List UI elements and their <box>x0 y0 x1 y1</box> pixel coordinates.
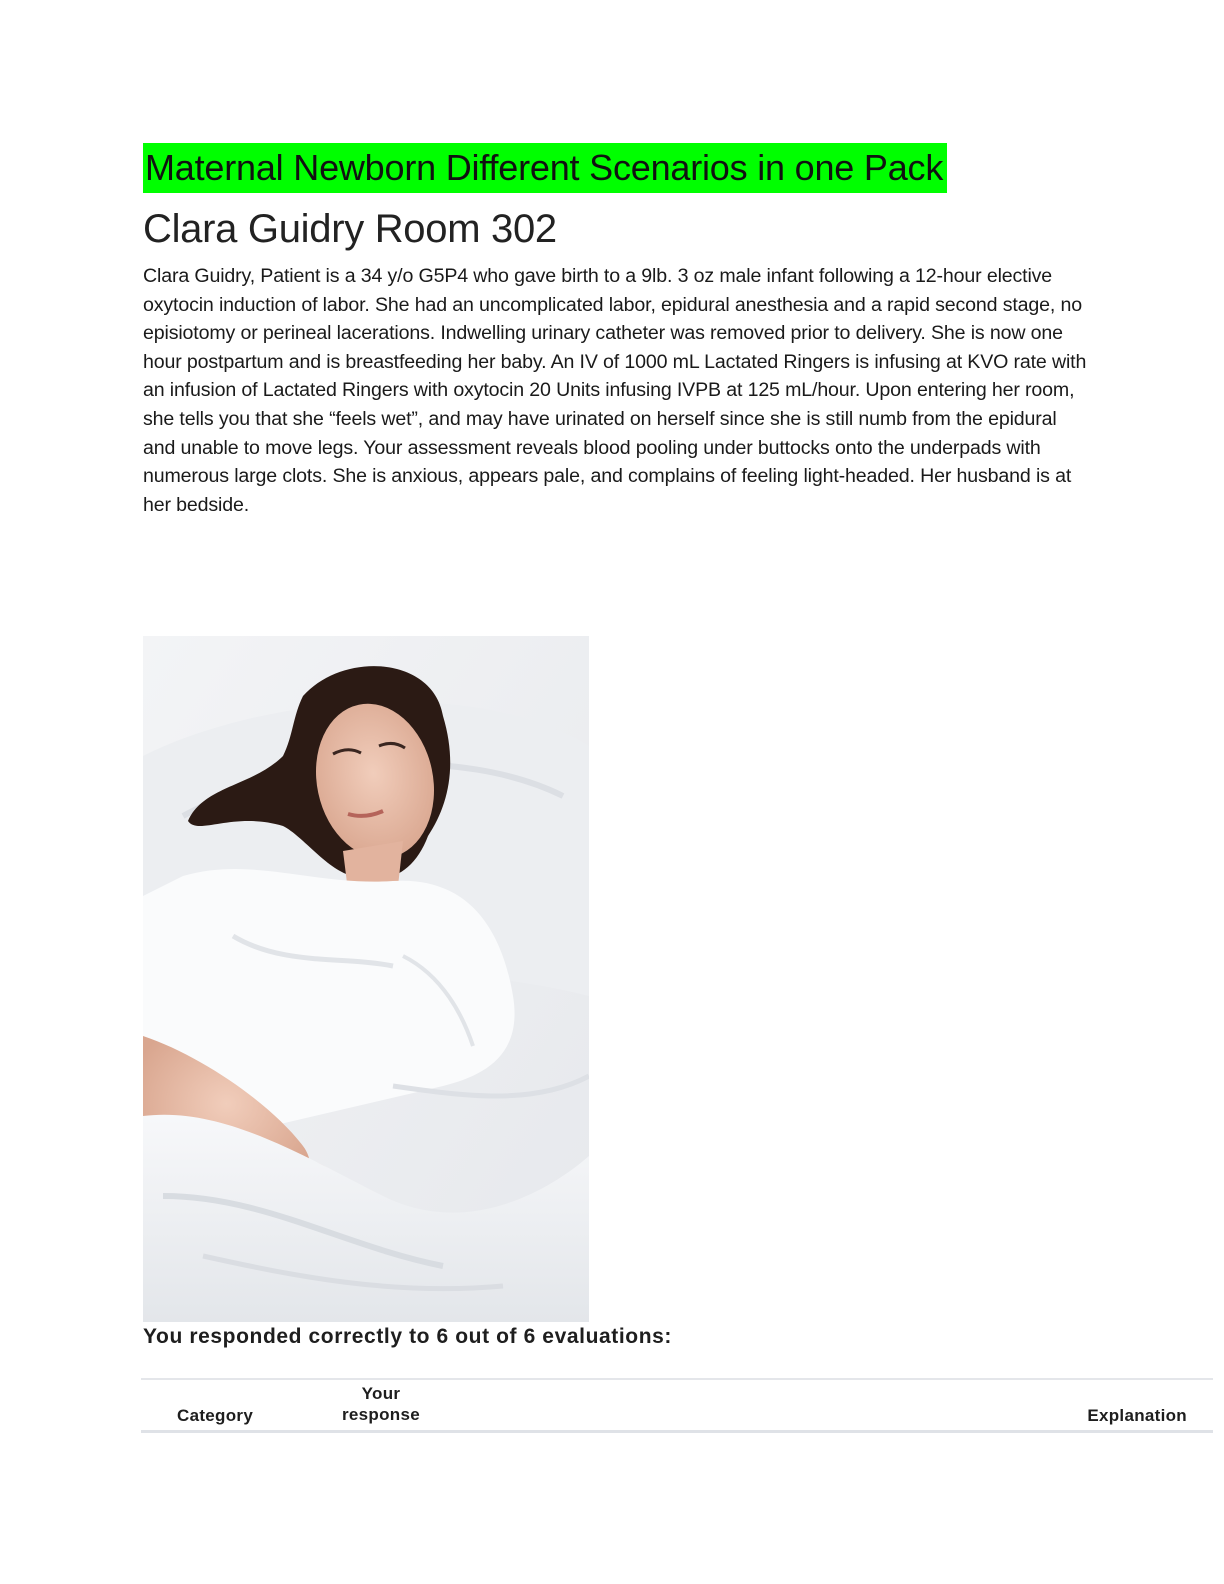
patient-in-bed-photo <box>143 636 589 1322</box>
evaluation-table-header <box>141 1378 1213 1433</box>
scenario-description: Clara Guidry, Patient is a 34 y/o G5P4 who gave birth to a 9lb. 3 oz male infant following a 12-hour elective oxytocin induction of labor. She had an uncomplicated labor, epidural anesthesia and a rapid second stage, no episiotomy or perineal lacerations. Indwelling urinary catheter was removed prior to delivery. She is now one hour postpartum and is breastfeeding her baby. An IV of 1000 mL Lactated Ringers is infusing at KVO rate with an infusion of Lactated Ringers with oxytocin 20 Units infusing IVPB at 125 mL/hour. Upon entering her room, she tells you that she “feels wet”, and may have urinated on herself since she is still numb from the epidural and unable to move legs. Your assessment reveals blood pooling under buttocks onto the underpads with numerous large clots. She is anxious, appears pale, and complains of feeling light-headed. Her husband is at her bedside. <box>143 265 1087 516</box>
column-header-response: Your response <box>342 1384 420 1424</box>
pack-title-banner: Maternal Newborn Different Scenarios in one Pack <box>143 143 947 193</box>
room-title: Clara Guidry Room 302 <box>143 207 557 251</box>
results-heading: You responded correctly to 6 out of 6 evaluations: <box>143 1325 673 1348</box>
column-header-explanation: Explanation <box>1087 1406 1187 1425</box>
column-header-category: Category <box>177 1406 254 1425</box>
patient-photo <box>143 636 589 1322</box>
